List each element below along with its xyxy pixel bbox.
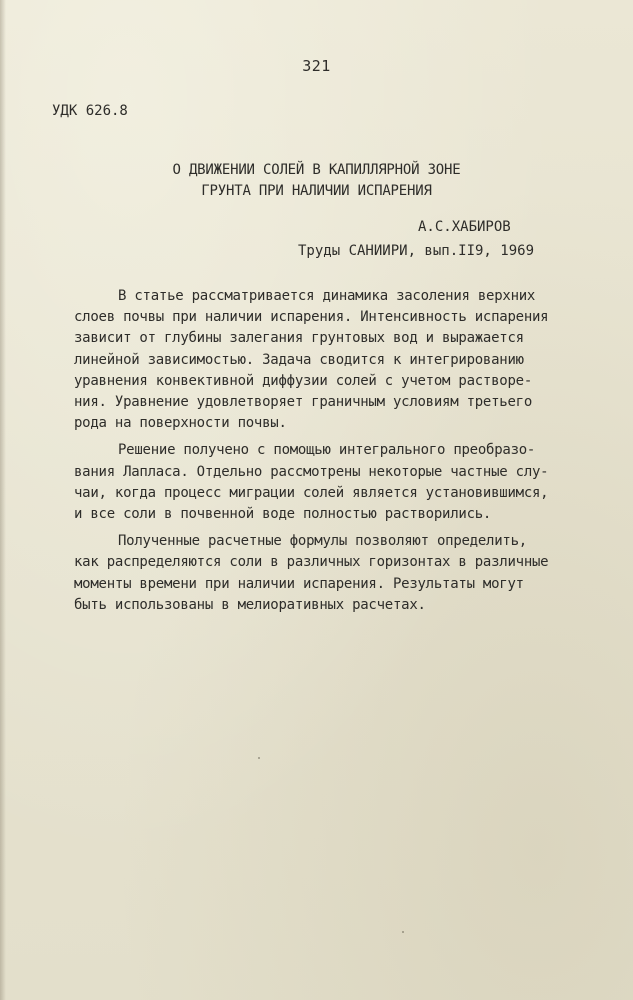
text-line: рода на поверхности почвы. <box>74 415 287 432</box>
text-line: вания Лапласа. Отдельно рассмотрены некоторые частные слу- <box>74 463 549 480</box>
abstract-paragraph-1 <box>74 286 564 434</box>
text-line: линейной зависимостью. Задача сводится к интегрированию <box>74 351 524 368</box>
title-line-2: ГРУНТА ПРИ НАЛИЧИИ ИСПАРЕНИЯ <box>201 183 432 199</box>
abstract-paragraph-2 <box>74 440 564 525</box>
text-line: зависит от глубины залегания грунтовых вод и выражается <box>74 330 524 347</box>
page-number: 321 <box>302 57 331 75</box>
author-name: А.С.ХАБИРОВ <box>418 219 511 235</box>
abstract-paragraph-3 <box>74 531 564 616</box>
text-line: слоев почвы при наличии испарения. Интенсивность испарения <box>74 309 549 326</box>
abstract-body <box>74 286 564 616</box>
title-line-1: О ДВИЖЕНИИ СОЛЕЙ В КАПИЛЛЯРНОЙ ЗОНЕ <box>172 162 461 178</box>
text-line: уравнения конвективной диффузии солей с учетом растворе- <box>74 372 533 389</box>
paper-speck <box>258 757 260 759</box>
text-line: моменты времени при наличии испарения. Результаты могут <box>74 575 524 592</box>
paper-speck <box>402 931 404 933</box>
text-line: Полученные расчетные формулы позволяют определить, <box>118 533 527 550</box>
text-line: и все соли в почвенной воде полностью растворились. <box>74 506 492 523</box>
text-line: как распределяются соли в различных горизонтах в различные <box>74 554 549 571</box>
udc-code: УДК 626.8 <box>52 103 128 119</box>
text-line: ния. Уравнение удовлетворяет граничным условиям третьего <box>74 394 533 411</box>
text-line: Решение получено с помощью интегрального преобразо- <box>118 442 536 459</box>
article-title <box>0 160 633 202</box>
text-line: чаи, когда процесс миграции солей является установившимся, <box>74 484 549 501</box>
page-edge-shadow <box>0 0 6 1000</box>
text-line: быть использованы в мелиоративных расчетах. <box>74 596 426 613</box>
text-line: В статье рассматривается динамика засоления верхних <box>118 288 536 304</box>
publication-source: Труды САНИИРИ, вып.II9, 1969 <box>298 243 535 259</box>
